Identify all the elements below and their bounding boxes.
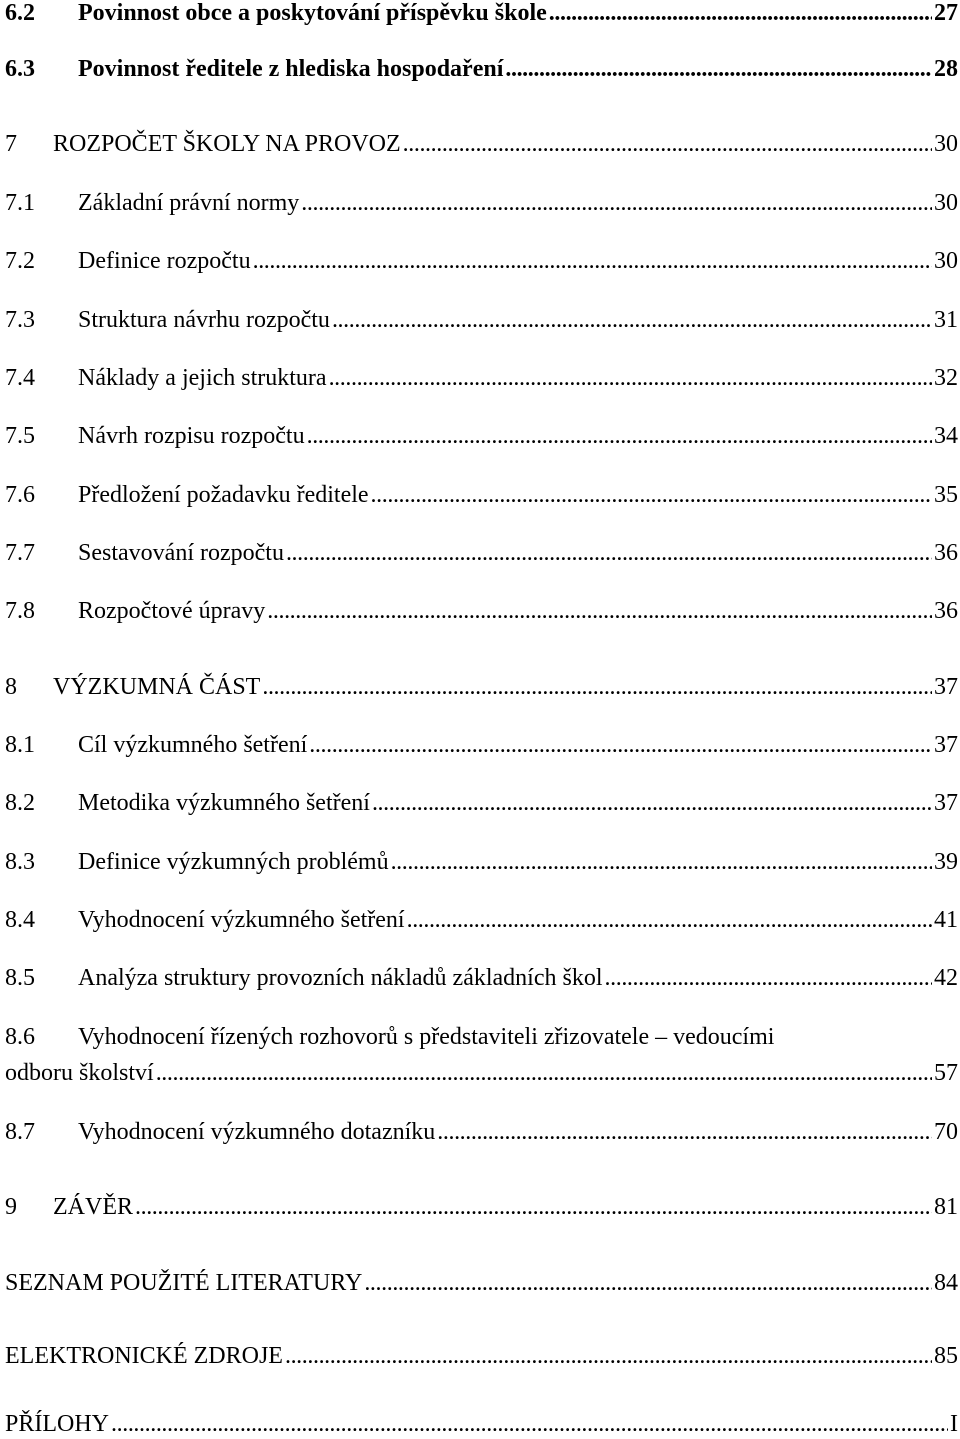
dot-leader xyxy=(605,963,932,993)
toc-page-number: 70 xyxy=(934,1119,958,1145)
toc-page-number: I xyxy=(950,1411,958,1437)
toc-page-number: 57 xyxy=(934,1060,958,1086)
toc-page-number: 30 xyxy=(934,190,958,216)
dot-leader xyxy=(329,363,932,393)
toc-entry-7-7[interactable] xyxy=(5,538,958,568)
toc-title: Metodika výzkumného šetření xyxy=(78,790,370,816)
toc-number: 7.2 xyxy=(5,248,35,274)
dot-leader xyxy=(391,847,932,877)
toc-page-number: 28 xyxy=(934,56,958,82)
toc-title: Vyhodnocení výzkumného šetření xyxy=(78,907,405,933)
dot-leader xyxy=(267,596,932,626)
dot-leader xyxy=(135,1192,932,1222)
toc-page-number: 42 xyxy=(934,965,958,991)
toc-number: 6.3 xyxy=(5,56,35,82)
toc-number: 8.6 xyxy=(5,1024,35,1050)
dot-leader xyxy=(437,1117,932,1147)
toc-entry-7-5[interactable] xyxy=(5,421,958,451)
toc-page-number: 36 xyxy=(934,598,958,624)
toc-title: Povinnost obce a poskytování příspěvku škole xyxy=(78,0,547,26)
toc-entry-8-7[interactable] xyxy=(5,1117,958,1147)
toc-title: Cíl výzkumného šetření xyxy=(78,732,308,758)
toc-entry-8-5[interactable] xyxy=(5,963,958,993)
toc-title: VÝZKUMNÁ ČÁST xyxy=(53,674,261,700)
dot-leader xyxy=(309,730,932,760)
toc-page-number: 85 xyxy=(934,1343,958,1369)
dot-leader xyxy=(372,788,932,818)
toc-entry-7[interactable] xyxy=(5,129,958,159)
dot-leader xyxy=(332,305,932,335)
toc-title: SEZNAM POUŽITÉ LITERATURY xyxy=(5,1270,363,1296)
dot-leader xyxy=(371,480,932,510)
toc-entry-7-6[interactable] xyxy=(5,480,958,510)
toc-page-number: 32 xyxy=(934,365,958,391)
toc-number: 7 xyxy=(5,131,17,157)
toc-title: Návrh rozpisu rozpočtu xyxy=(78,423,305,449)
toc-title: Náklady a jejich struktura xyxy=(78,365,327,391)
toc-page-number: 37 xyxy=(934,790,958,816)
toc-page-number: 37 xyxy=(934,732,958,758)
toc-title: Vyhodnocení řízených rozhovorů s představiteli zřizovatele – vedoucími xyxy=(78,1024,775,1050)
dot-leader xyxy=(549,0,932,28)
toc-title: Povinnost ředitele z hlediska hospodaření xyxy=(78,56,504,82)
toc-title: Sestavování rozpočtu xyxy=(78,540,284,566)
toc-entry-appendices[interactable] xyxy=(5,1409,958,1439)
toc-page-number: 27 xyxy=(934,0,958,26)
toc-number: 7.8 xyxy=(5,598,35,624)
toc-entry-8-4[interactable] xyxy=(5,905,958,935)
toc-number: 7.5 xyxy=(5,423,35,449)
dot-leader xyxy=(407,905,932,935)
toc-entry-7-3[interactable] xyxy=(5,305,958,335)
toc-title: Definice rozpočtu xyxy=(78,248,251,274)
toc-number: 7.1 xyxy=(5,190,35,216)
toc-page-number: 34 xyxy=(934,423,958,449)
toc-entry-6-3[interactable] xyxy=(5,54,958,84)
toc-title: Vyhodnocení výzkumného dotazníku xyxy=(78,1119,436,1145)
toc-page-number: 31 xyxy=(934,307,958,333)
toc-number: 8.5 xyxy=(5,965,35,991)
toc-entry-8-6[interactable] xyxy=(5,1022,958,1052)
toc-entry-literature[interactable] xyxy=(5,1268,958,1298)
toc-page-number: 35 xyxy=(934,482,958,508)
toc-number: 7.3 xyxy=(5,307,35,333)
toc-entry-8-3[interactable] xyxy=(5,847,958,877)
toc-title: ROZPOČET ŠKOLY NA PROVOZ xyxy=(53,131,401,157)
dot-leader xyxy=(285,1341,932,1371)
toc-entry-7-8[interactable] xyxy=(5,596,958,626)
toc-number: 7.6 xyxy=(5,482,35,508)
toc-title: Analýza struktury provozních nákladů základních škol xyxy=(78,965,603,991)
toc-entry-electronic-sources[interactable] xyxy=(5,1341,958,1371)
toc-number: 7.4 xyxy=(5,365,35,391)
toc-number: 9 xyxy=(5,1194,17,1220)
toc-number: 8.3 xyxy=(5,849,35,875)
toc-page-number: 30 xyxy=(934,248,958,274)
toc-number: 8 xyxy=(5,674,17,700)
toc-entry-8-1[interactable] xyxy=(5,730,958,760)
toc-page-number: 36 xyxy=(934,540,958,566)
toc-page-number: 81 xyxy=(934,1194,958,1220)
toc-title: ZÁVĚR xyxy=(53,1194,133,1220)
toc-entry-7-1[interactable] xyxy=(5,188,958,218)
toc-title: Základní právní normy xyxy=(78,190,300,216)
toc-entry-7-2[interactable] xyxy=(5,246,958,276)
toc-entry-6-2[interactable] xyxy=(5,0,958,28)
toc-page-number: 30 xyxy=(934,131,958,157)
toc-title: ELEKTRONICKÉ ZDROJE xyxy=(5,1343,283,1369)
toc-number: 8.1 xyxy=(5,732,35,758)
toc-number: 8.2 xyxy=(5,790,35,816)
toc-page-number: 39 xyxy=(934,849,958,875)
dot-leader xyxy=(307,421,932,451)
toc-number: 8.4 xyxy=(5,907,35,933)
dot-leader xyxy=(156,1058,932,1088)
dot-leader xyxy=(505,54,932,84)
dot-leader xyxy=(301,188,932,218)
toc-title: PŘÍLOHY xyxy=(5,1411,110,1437)
dot-leader xyxy=(253,246,932,276)
dot-leader xyxy=(262,672,932,702)
toc-title: Definice výzkumných problémů xyxy=(78,849,389,875)
toc-number: 8.7 xyxy=(5,1119,35,1145)
toc-number: 7.7 xyxy=(5,540,35,566)
toc-title: Struktura návrhu rozpočtu xyxy=(78,307,330,333)
dot-leader xyxy=(286,538,932,568)
toc-page-number: 41 xyxy=(934,907,958,933)
toc-entry-7-4[interactable] xyxy=(5,363,958,393)
toc-entry-8-6-continuation[interactable] xyxy=(5,1058,958,1088)
toc-title: Předložení požadavku ředitele xyxy=(78,482,369,508)
dot-leader xyxy=(111,1409,948,1439)
toc-page-number: 84 xyxy=(934,1270,958,1296)
dot-leader xyxy=(364,1268,932,1298)
toc-entry-9[interactable] xyxy=(5,1192,958,1222)
toc-title-continuation: odboru školství xyxy=(5,1060,154,1086)
dot-leader xyxy=(403,129,932,159)
toc-entry-8-2[interactable] xyxy=(5,788,958,818)
toc-title: Rozpočtové úpravy xyxy=(78,598,266,624)
toc-number: 6.2 xyxy=(5,0,35,26)
toc-entry-8[interactable] xyxy=(5,672,958,702)
toc-page-number: 37 xyxy=(934,674,958,700)
